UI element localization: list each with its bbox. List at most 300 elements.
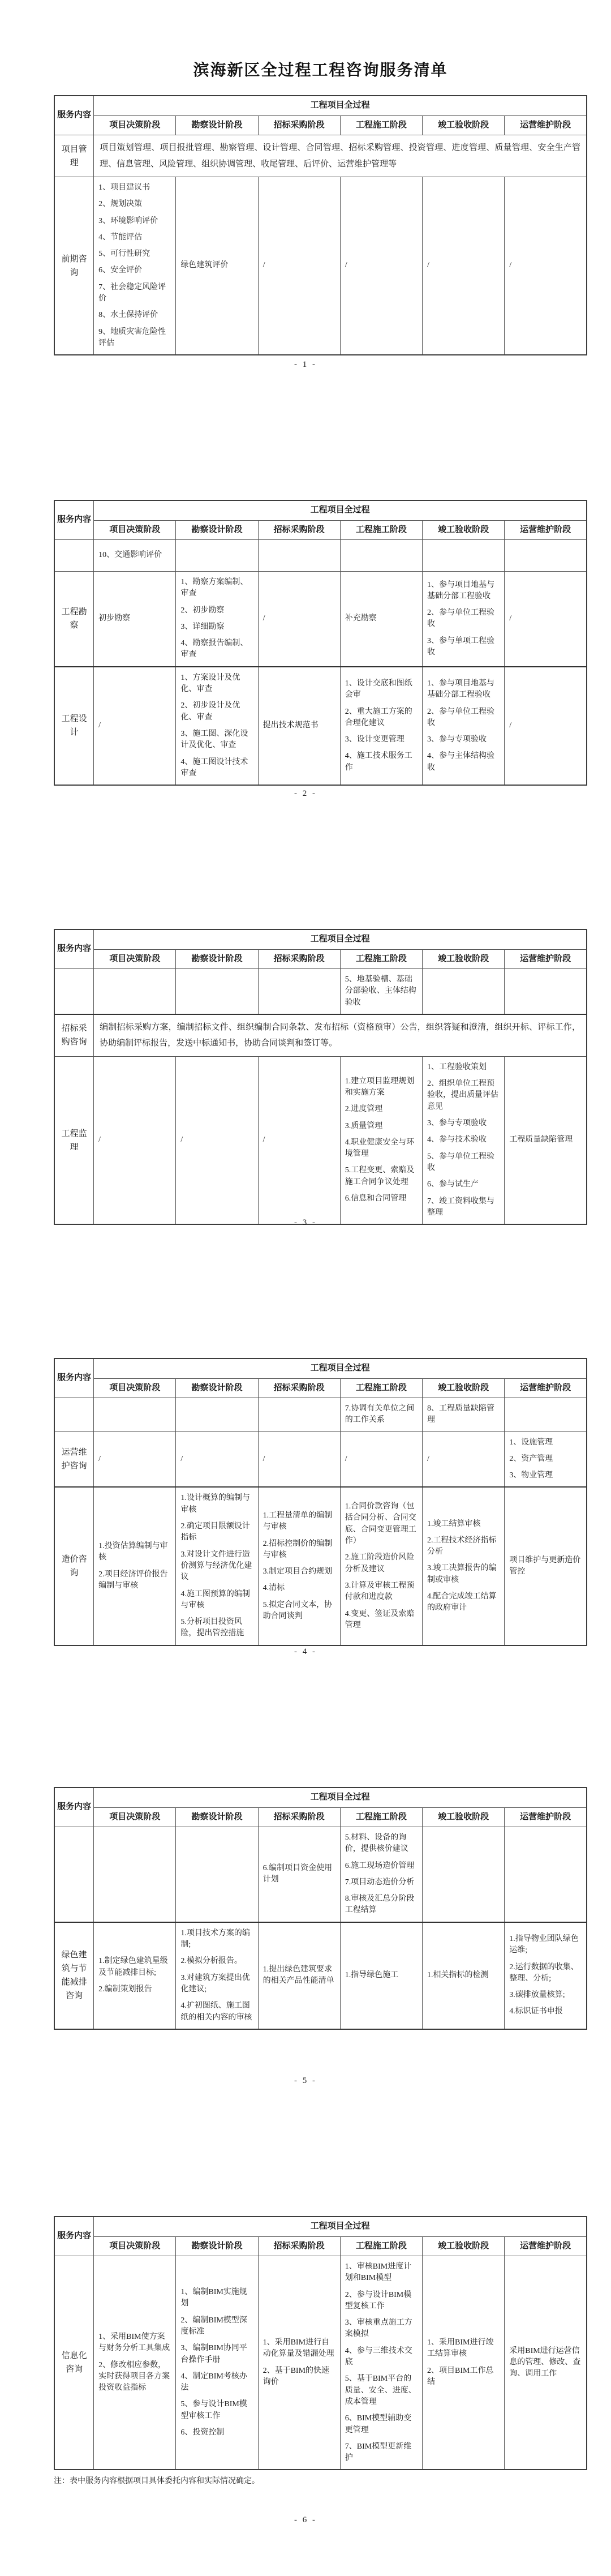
cell-item: 1.合同价款咨询（包括合同分析、合同交底、合同变更管理工作） bbox=[345, 1502, 416, 1546]
cell-item: 3.制定项目合约规划 bbox=[263, 1567, 333, 1576]
cell-item: 3、设计变更管理 bbox=[345, 735, 405, 744]
cell-item: 4、节能评估 bbox=[98, 233, 143, 242]
page-number: - 5 - bbox=[294, 2076, 317, 2085]
table-cell bbox=[505, 1431, 587, 1487]
table-cell bbox=[423, 540, 505, 572]
table-cell bbox=[505, 1398, 587, 1432]
table-cell bbox=[505, 572, 587, 667]
cell-item: 6.施工现场造价管理 bbox=[345, 1861, 415, 1870]
table-cell bbox=[423, 1922, 505, 2029]
table-cell bbox=[258, 540, 340, 572]
table-cell bbox=[258, 1431, 340, 1487]
cell-item: 提出技术规范书 bbox=[263, 721, 319, 730]
cell-item: 7、BIM模型更新维护 bbox=[345, 2442, 412, 2463]
cell-item: 3、环境影响评价 bbox=[98, 216, 158, 225]
table-cell bbox=[340, 667, 422, 785]
cell-item: / bbox=[98, 721, 101, 730]
cell-item: 项目维护与更新造价管控 bbox=[509, 1555, 581, 1576]
table-cell bbox=[94, 1431, 176, 1487]
header-row-stages bbox=[54, 115, 587, 135]
cell-item: 2、修改相应参数，实时获得项目各方案投资收益指标 bbox=[98, 2360, 170, 2393]
cell-item: 7、竣工资料收集与整理 bbox=[427, 1197, 495, 1217]
table-row bbox=[54, 177, 587, 355]
cell-item: 3、详细勘察 bbox=[180, 622, 225, 631]
cell-item: 1.指导绿色施工 bbox=[345, 1971, 399, 1980]
header-stage-2: 勘察设计阶段 bbox=[176, 1378, 258, 1398]
document-title: 滨海新区全过程工程咨询服务清单 bbox=[193, 62, 448, 79]
cell-item: 2.项目经济评价报告编制与审核 bbox=[98, 1570, 168, 1590]
cell-item: 初步勘察 bbox=[98, 614, 131, 623]
table-cell bbox=[94, 1398, 176, 1432]
cell-item: 1.工程量清单的编制与审核 bbox=[263, 1511, 333, 1532]
table-cell bbox=[423, 572, 505, 667]
table-cell bbox=[176, 667, 258, 785]
header-stage-4: 工程施工阶段 bbox=[340, 949, 422, 969]
row-label: 造价咨询 bbox=[54, 1487, 94, 1645]
table-cell bbox=[423, 1827, 505, 1922]
header-service-content: 服务内容 bbox=[54, 500, 94, 540]
header-stage-6: 运营维护阶段 bbox=[505, 1378, 587, 1398]
table-row bbox=[54, 969, 587, 1014]
table-cell bbox=[258, 177, 340, 355]
table-note: 注：表中服务内容根据项目具体委托内容和实际情况确定。 bbox=[54, 2477, 260, 2486]
cell-item: 2、编制BIM模型深度标准 bbox=[180, 2316, 247, 2336]
header-row-top bbox=[54, 1788, 587, 1807]
header-stage-2: 勘察设计阶段 bbox=[176, 1807, 258, 1827]
table-cell bbox=[423, 1398, 505, 1432]
table-cell bbox=[176, 1398, 258, 1432]
page-1 bbox=[0, 0, 611, 429]
cell-item: 4.扩初图纸、施工图纸的相关内容的审核 bbox=[180, 2001, 252, 2022]
header-stage-2: 勘察设计阶段 bbox=[176, 2236, 258, 2256]
row-label: 信息化咨询 bbox=[54, 2256, 94, 2470]
cell-item: 2.编制策划报告 bbox=[98, 1984, 152, 1994]
header-stage-3: 招标采购阶段 bbox=[258, 2236, 340, 2256]
cell-item: 1、参与项目地基与基础分部工程验收 bbox=[427, 679, 495, 700]
header-row-top bbox=[54, 500, 587, 520]
row-label: 运营维护咨询 bbox=[54, 1431, 94, 1487]
cell-item: 2.确定项目限额设计指标 bbox=[180, 1522, 250, 1542]
cell-item: 6.编制项目资金使用计划 bbox=[263, 1864, 333, 1884]
header-service-content: 服务内容 bbox=[54, 929, 94, 969]
header-full-process: 工程项目全过程 bbox=[94, 2217, 587, 2236]
cell-item: 3、审核重点施工方案模拟 bbox=[345, 2318, 412, 2339]
table-row bbox=[54, 1398, 587, 1432]
table-cell bbox=[176, 969, 258, 1014]
row-label bbox=[54, 1398, 94, 1432]
cell-item: 4.清标 bbox=[263, 1584, 285, 1593]
cell-item: / bbox=[98, 1135, 101, 1145]
cell-item: 1.提出绿色建筑要求的相关产品性能清单 bbox=[263, 1965, 334, 1986]
cell-item: 2、初步勘察 bbox=[180, 606, 225, 615]
cell-item: 5、参与单位工程验收 bbox=[427, 1152, 495, 1172]
cell-item: 1.竣工结算审核 bbox=[427, 1519, 481, 1528]
cell-item: 3.碳排放量核算; bbox=[509, 1991, 565, 2000]
header-row-top bbox=[54, 1358, 587, 1378]
header-stage-1: 项目决策阶段 bbox=[94, 115, 176, 135]
table-cell bbox=[176, 177, 258, 355]
table-cell bbox=[258, 2256, 340, 2470]
cell-item: 3、编制BIM协同平台操作手册 bbox=[180, 2344, 247, 2364]
table-cell bbox=[94, 1827, 176, 1922]
header-stage-1: 项目决策阶段 bbox=[94, 1378, 176, 1398]
cell-item: 6、安全评价 bbox=[98, 266, 143, 275]
header-row-stages bbox=[54, 2236, 587, 2256]
cell-item: / bbox=[509, 721, 512, 730]
cell-item: 2、初步设计及优化、审查 bbox=[180, 701, 240, 722]
header-service-content: 服务内容 bbox=[54, 1358, 94, 1398]
header-stage-3: 招标采购阶段 bbox=[258, 949, 340, 969]
header-stage-6: 运营维护阶段 bbox=[505, 115, 587, 135]
cell-item: 5、基于BIM平台的质量、安全、进度、成本管理 bbox=[345, 2374, 416, 2406]
table-row bbox=[54, 135, 587, 177]
table-cell bbox=[258, 969, 340, 1014]
table-row bbox=[54, 1014, 587, 1057]
table-cell bbox=[258, 1922, 340, 2029]
table-cell bbox=[176, 540, 258, 572]
row-label: 工程设计 bbox=[54, 667, 94, 785]
cell-item: 4.配合完成竣工结算的政府审计 bbox=[427, 1592, 497, 1613]
header-full-process: 工程项目全过程 bbox=[94, 1788, 587, 1807]
table-cell bbox=[176, 1922, 258, 2029]
row-label: 绿色建筑与节能减排咨询 bbox=[54, 1922, 94, 2029]
page-4 bbox=[0, 1287, 611, 1716]
table-cell bbox=[176, 1487, 258, 1645]
table-cell bbox=[94, 177, 176, 355]
row-label: 招标采购咨询 bbox=[54, 1014, 94, 1057]
cell-item: 2、项目BIM工作总结 bbox=[427, 2366, 494, 2387]
service-table bbox=[54, 500, 587, 786]
cell-item: 1、勘察方案编制、审查 bbox=[180, 578, 248, 598]
cell-item: 3.质量管理 bbox=[345, 1121, 383, 1130]
cell-item: 10、交通影响评价 bbox=[98, 551, 162, 560]
cell-item: 5、参与设计BIM模型审核工作 bbox=[180, 2400, 247, 2420]
cell-item: 6、投资控制 bbox=[180, 2428, 225, 2437]
header-stage-1: 项目决策阶段 bbox=[94, 949, 176, 969]
cell-item: / bbox=[345, 261, 347, 270]
table-cell bbox=[258, 667, 340, 785]
table-cell bbox=[94, 667, 176, 785]
table-cell bbox=[340, 540, 422, 572]
cell-item: 2.施工阶段造价风险分析及建议 bbox=[345, 1553, 415, 1574]
page-3 bbox=[0, 858, 611, 1287]
cell-item: 1.项目技术方案的编制; bbox=[180, 1928, 250, 1949]
cell-item: 2.招标控制价的编制与审核 bbox=[263, 1539, 333, 1559]
table-cell bbox=[505, 1922, 587, 2029]
table-row bbox=[54, 1056, 587, 1224]
cell-item: 3、参与专项验收 bbox=[427, 1119, 487, 1128]
cell-item: / bbox=[509, 614, 512, 623]
cell-item: / bbox=[345, 1454, 347, 1463]
row-label: 工程勘察 bbox=[54, 572, 94, 667]
cell-item: 4、参与技术验收 bbox=[427, 1135, 487, 1145]
cell-item: / bbox=[98, 1454, 101, 1463]
header-stage-6: 运营维护阶段 bbox=[505, 520, 587, 540]
header-row-top bbox=[54, 96, 587, 115]
cell-item: 4.变更、签证及索赔管理 bbox=[345, 1609, 415, 1630]
table-row bbox=[54, 540, 587, 572]
table-cell bbox=[423, 969, 505, 1014]
table-cell bbox=[505, 540, 587, 572]
cell-item: / bbox=[263, 614, 265, 623]
cell-item: 3、参与专项验收 bbox=[427, 735, 487, 744]
header-stage-1: 项目决策阶段 bbox=[94, 520, 176, 540]
table-cell bbox=[340, 177, 422, 355]
page-number: - 1 - bbox=[294, 360, 317, 369]
header-stage-3: 招标采购阶段 bbox=[258, 520, 340, 540]
header-full-process: 工程项目全过程 bbox=[94, 1358, 587, 1378]
cell-item: / bbox=[427, 1454, 429, 1463]
cell-item: 4.职业健康安全与环境管理 bbox=[345, 1138, 415, 1159]
page-number: - 2 - bbox=[294, 789, 317, 798]
cell-item: 3.对设计文件进行造价测算与经济优化建议 bbox=[180, 1550, 252, 1582]
table-cell bbox=[505, 177, 587, 355]
header-full-process: 工程项目全过程 bbox=[94, 500, 587, 520]
cell-item: 2、资产管理 bbox=[509, 1454, 553, 1463]
header-stage-5: 竣工验收阶段 bbox=[423, 1807, 505, 1827]
header-row-top bbox=[54, 2217, 587, 2236]
header-stage-2: 勘察设计阶段 bbox=[176, 520, 258, 540]
table-row bbox=[54, 667, 587, 785]
cell-item: 5、地基验槽、基础分部验收、主体结构验收 bbox=[345, 975, 416, 1007]
cell-item: 1.投资估算编制与审核 bbox=[98, 1542, 168, 1562]
cell-item: / bbox=[263, 261, 265, 270]
table-cell bbox=[258, 1487, 340, 1645]
cell-item: 1.相关指标的检测 bbox=[427, 1971, 489, 1980]
header-row-stages bbox=[54, 949, 587, 969]
header-stage-3: 招标采购阶段 bbox=[258, 115, 340, 135]
table-cell bbox=[340, 1431, 422, 1487]
table-cell bbox=[94, 1487, 176, 1645]
row-label bbox=[54, 969, 94, 1014]
table-cell bbox=[340, 1056, 422, 1224]
header-service-content: 服务内容 bbox=[54, 96, 94, 135]
cell-item: 2、参与设计BIM模型复核工作 bbox=[345, 2290, 412, 2311]
table-cell bbox=[258, 1056, 340, 1224]
table-cell bbox=[340, 1487, 422, 1645]
header-stage-5: 竣工验收阶段 bbox=[423, 115, 505, 135]
cell-item: 8.审核及汇总分阶段工程结算 bbox=[345, 1895, 415, 1915]
cell-item: 1、设计交底和图纸会审 bbox=[345, 679, 412, 700]
cell-item: 2、参与单位工程验收 bbox=[427, 608, 495, 629]
cell-item: 绿色建筑评价 bbox=[180, 261, 229, 270]
cell-item: 5.拟定合同文本，协助合同谈判 bbox=[263, 1600, 333, 1621]
cell-item: 工程质量缺陷管理 bbox=[509, 1135, 573, 1145]
header-stage-3: 招标采购阶段 bbox=[258, 1378, 340, 1398]
table-cell bbox=[258, 1398, 340, 1432]
table-cell bbox=[176, 1827, 258, 1922]
table-cell bbox=[258, 572, 340, 667]
cell-item: / bbox=[509, 261, 512, 270]
cell-item: 6.信息和合同管理 bbox=[345, 1194, 407, 1203]
table-row bbox=[54, 2256, 587, 2470]
table-cell bbox=[340, 969, 422, 1014]
table-cell bbox=[423, 667, 505, 785]
cell-item: / bbox=[263, 1135, 265, 1145]
header-stage-6: 运营维护阶段 bbox=[505, 1807, 587, 1827]
cell-item: 3、参与单项工程验收 bbox=[427, 636, 495, 657]
merged-cell bbox=[94, 135, 587, 177]
table-cell bbox=[176, 1056, 258, 1224]
header-stage-4: 工程施工阶段 bbox=[340, 2236, 422, 2256]
header-stage-1: 项目决策阶段 bbox=[94, 1807, 176, 1827]
cell-item: 4.施工图预算的编制与审核 bbox=[180, 1589, 250, 1610]
table-cell bbox=[340, 1827, 422, 1922]
cell-item: 1.设计概算的编制与审核 bbox=[180, 1494, 250, 1514]
cell-item: 4、施工技术服务工作 bbox=[345, 752, 412, 772]
cell-item: 3、物业管理 bbox=[509, 1471, 553, 1480]
cell-item: 5、可行性研究 bbox=[98, 250, 150, 259]
page-5 bbox=[0, 1716, 611, 2145]
table-cell bbox=[94, 2256, 176, 2470]
cell-item: 7.协调有关单位之间的工作关系 bbox=[345, 1404, 415, 1425]
table-cell bbox=[94, 969, 176, 1014]
page-number: - 6 - bbox=[294, 2515, 317, 2524]
cell-item: 2、组织单位工程预验收，提出质量评估意见 bbox=[427, 1079, 499, 1111]
table-cell bbox=[258, 1827, 340, 1922]
header-stage-3: 招标采购阶段 bbox=[258, 1807, 340, 1827]
cell-item: / bbox=[263, 1454, 265, 1463]
table-row bbox=[54, 1827, 587, 1922]
header-row-stages bbox=[54, 1807, 587, 1827]
cell-item: 8、工程质量缺陷管理 bbox=[427, 1404, 495, 1425]
header-row-top bbox=[54, 929, 587, 949]
cell-item: 8、水土保持评价 bbox=[98, 311, 158, 320]
cell-item: 4、参与三维技术交底 bbox=[345, 2346, 412, 2367]
cell-item: 1、设施管理 bbox=[509, 1438, 553, 1447]
row-label: 工程监理 bbox=[54, 1056, 94, 1224]
page-6 bbox=[0, 2145, 611, 2574]
cell-item: 3.竣工决算报告的编制或审核 bbox=[427, 1564, 497, 1584]
header-service-content: 服务内容 bbox=[54, 1788, 94, 1827]
table-cell bbox=[176, 2256, 258, 2470]
cell-item: 9、地质灾害危险性评估 bbox=[98, 327, 166, 348]
cell-item: 4、制定BIM考核办法 bbox=[180, 2372, 247, 2393]
header-stage-5: 竣工验收阶段 bbox=[423, 1378, 505, 1398]
cell-item: 1、编制BIM实施规划 bbox=[180, 2288, 247, 2308]
cell-item: 采用BIM进行运营信息的管理、修改、查询、调用工作 bbox=[509, 2346, 581, 2378]
table-row bbox=[54, 1487, 587, 1645]
header-stage-2: 勘察设计阶段 bbox=[176, 949, 258, 969]
header-service-content: 服务内容 bbox=[54, 2217, 94, 2256]
header-full-process: 工程项目全过程 bbox=[94, 96, 587, 115]
table-cell bbox=[423, 1056, 505, 1224]
table-cell bbox=[423, 177, 505, 355]
header-stage-4: 工程施工阶段 bbox=[340, 1378, 422, 1398]
cell-item: 2、重大施工方案的合理化建议 bbox=[345, 707, 412, 727]
cell-item: 1.指导物业团队绿色运维; bbox=[509, 1934, 579, 1955]
cell-item: 5.材料、设备的询价，提供核价建议 bbox=[345, 1833, 408, 1854]
cell-item: 2、规划决策 bbox=[98, 200, 143, 209]
header-stage-4: 工程施工阶段 bbox=[340, 115, 422, 135]
cell-item: 2、基于BIM的快速询价 bbox=[263, 2366, 330, 2387]
cell-item: 1、方案设计及优化、审查 bbox=[180, 673, 240, 694]
table-cell bbox=[340, 572, 422, 667]
cell-item: 2、参与单位工程验收 bbox=[427, 707, 495, 727]
cell-item: 1.建立项目监理规划和实施方案 bbox=[345, 1077, 415, 1097]
cell-item: / bbox=[180, 1135, 183, 1145]
table-cell bbox=[94, 1922, 176, 2029]
table-cell bbox=[340, 1398, 422, 1432]
cell-item: 5.工程变更、索赔及施工合同争议处理 bbox=[345, 1166, 415, 1186]
row-label: 项目管理 bbox=[54, 135, 94, 177]
service-table bbox=[54, 1787, 587, 2030]
header-stage-4: 工程施工阶段 bbox=[340, 520, 422, 540]
page-number: - 3 - bbox=[294, 1218, 317, 1227]
cell-item: 1、工程验收策划 bbox=[427, 1062, 487, 1071]
cell-item: 7、社会稳定风险评价 bbox=[98, 282, 166, 303]
cell-item: 1、参与项目地基与基础分部工程验收 bbox=[427, 580, 495, 601]
cell-item: 3.计算及审核工程预付款和进度款 bbox=[345, 1581, 415, 1602]
cell-item: 4、施工图设计技术审查 bbox=[180, 757, 248, 778]
service-table bbox=[54, 929, 587, 1225]
service-table bbox=[54, 1358, 587, 1646]
table-cell bbox=[423, 1431, 505, 1487]
cell-item: 4、参与主体结构验收 bbox=[427, 752, 495, 772]
cell-item: 1、采用BIM进行自动化算量及错漏处理 bbox=[263, 2338, 334, 2359]
cell-item: 1、项目建议书 bbox=[98, 183, 150, 192]
table-cell bbox=[505, 667, 587, 785]
table-cell bbox=[340, 1922, 422, 2029]
cell-item: 1、采用BIM进行竣工结算审核 bbox=[427, 2338, 494, 2359]
table-cell bbox=[505, 1056, 587, 1224]
row-label bbox=[54, 1827, 94, 1922]
table-row bbox=[54, 1922, 587, 2029]
table-row bbox=[54, 1431, 587, 1487]
cell-item: / bbox=[180, 1454, 183, 1463]
cell-text: 编制招标采购方案，编制招标文件、组织编制合同条款、发布招标（资格预审）公告，组织答疑和澄清，组织开标、评标工作，协助编制评标报告，发送中标通知书，协助合同谈判和签订等。 bbox=[100, 1022, 580, 1048]
cell-item: 2.进度管理 bbox=[345, 1105, 383, 1114]
cell-item: 补充勘察 bbox=[345, 614, 377, 623]
cell-item: 6、BIM模型辅助变更管理 bbox=[345, 2414, 412, 2434]
cell-item: 6、参与试生产 bbox=[427, 1180, 479, 1189]
header-stage-5: 竣工验收阶段 bbox=[423, 520, 505, 540]
cell-text: 项目策划管理、项目报批管理、勘察管理、设计管理、合同管理、招标采购管理、投资管理、进度管理、质量管理、安全生产管理、信息管理、风险管理、组织协调管理、收尾管理、后评价、运营维护管理等 bbox=[100, 143, 580, 169]
row-label bbox=[54, 540, 94, 572]
service-table bbox=[54, 2216, 587, 2470]
header-stage-6: 运营维护阶段 bbox=[505, 2236, 587, 2256]
service-table bbox=[54, 95, 587, 355]
cell-item: 1、审核BIM进度计划和BIM模型 bbox=[345, 2262, 412, 2283]
page-2 bbox=[0, 429, 611, 858]
header-stage-5: 竣工验收阶段 bbox=[423, 949, 505, 969]
table-cell bbox=[176, 572, 258, 667]
header-full-process: 工程项目全过程 bbox=[94, 929, 587, 949]
page-number: - 4 - bbox=[294, 1647, 317, 1656]
table-cell bbox=[176, 1431, 258, 1487]
header-row-stages bbox=[54, 520, 587, 540]
cell-item: 5.分析项目投资风险，提出管控措施 bbox=[180, 1618, 244, 1638]
cell-item: 4、勘察报告编制、审查 bbox=[180, 639, 248, 659]
table-cell bbox=[94, 572, 176, 667]
cell-item: 7.项目动态造价分析 bbox=[345, 1878, 415, 1887]
table-cell bbox=[340, 2256, 422, 2470]
header-stage-4: 工程施工阶段 bbox=[340, 1807, 422, 1827]
cell-item: 1、采用BIM使方案与财务分析工具集成 bbox=[98, 2332, 170, 2353]
table-cell bbox=[94, 1056, 176, 1224]
table-cell bbox=[505, 1487, 587, 1645]
table-cell bbox=[423, 2256, 505, 2470]
row-label: 前期咨询 bbox=[54, 177, 94, 355]
cell-item: 3.对建筑方案提出优化建议; bbox=[180, 1973, 250, 1994]
cell-item: / bbox=[427, 261, 429, 270]
header-stage-5: 竣工验收阶段 bbox=[423, 2236, 505, 2256]
cell-item: 2.运行数据的收集、整理、分析; bbox=[509, 1962, 579, 1983]
table-cell bbox=[94, 540, 176, 572]
cell-item: 2.工程技术经济指标分析 bbox=[427, 1536, 497, 1557]
table-cell bbox=[423, 1487, 505, 1645]
header-row-stages bbox=[54, 1378, 587, 1398]
